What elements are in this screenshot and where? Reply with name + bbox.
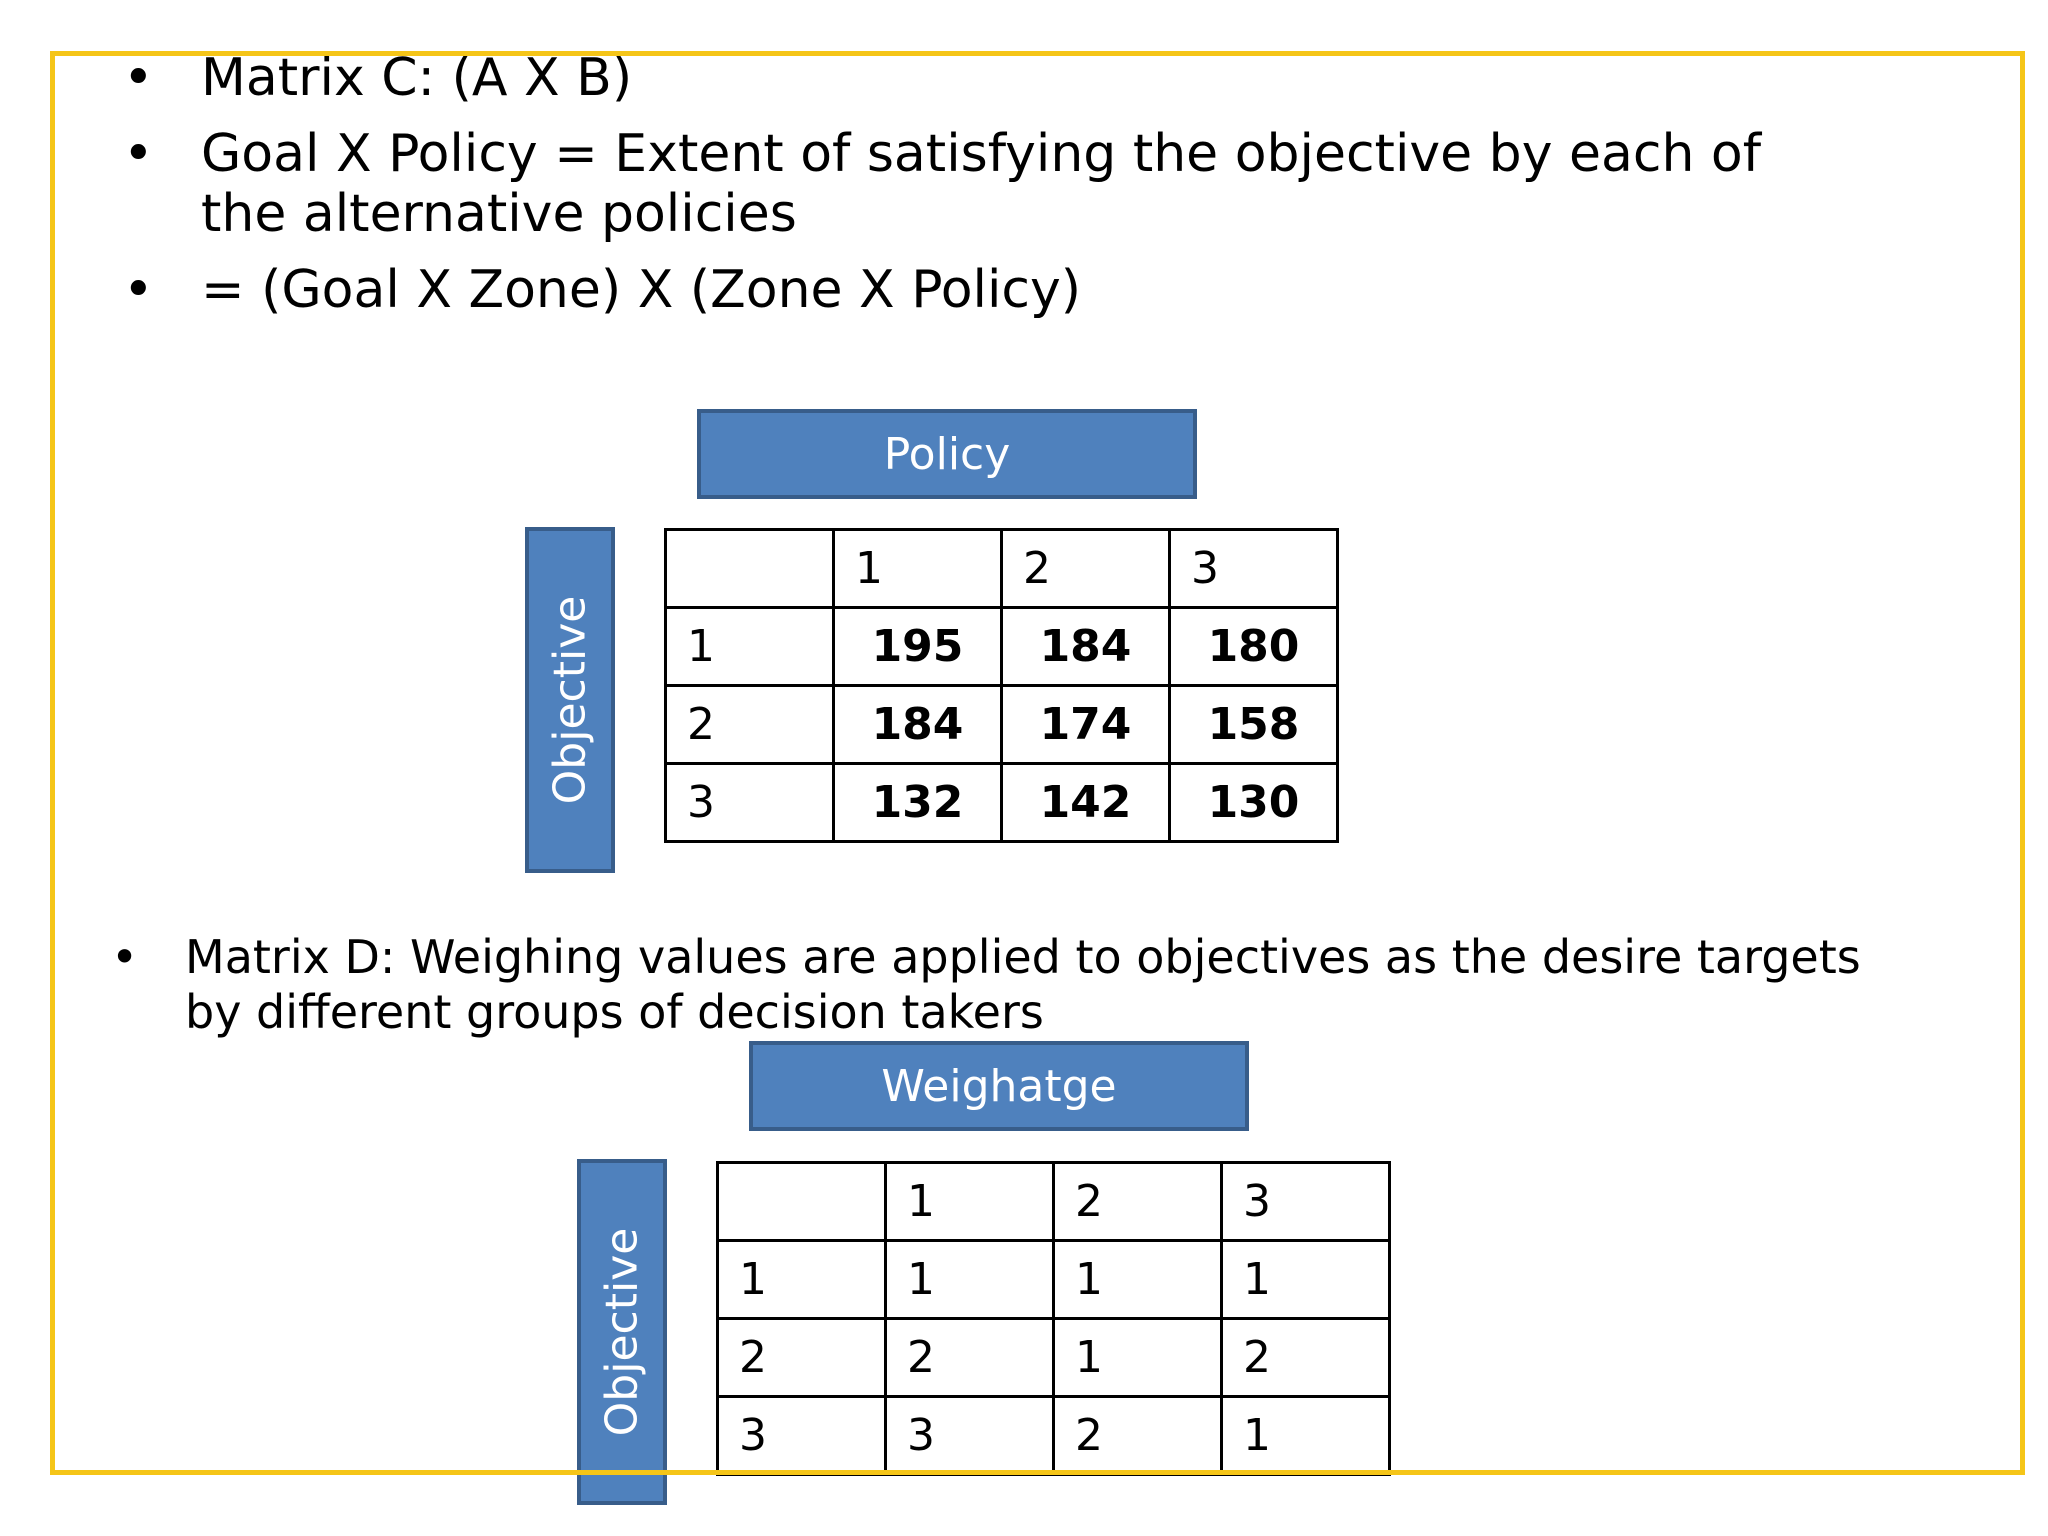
policy-header (697, 409, 1197, 499)
bullet-goal-policy: • Goal X Policy = Extent of satisfying the objective by each of the alternative policies (115, 124, 1815, 244)
row-header-cell: 1 (666, 608, 834, 686)
table-cell: 1 (886, 1241, 1054, 1319)
table-cell: 1 (1222, 1241, 1390, 1319)
table-cell: 1 (1222, 1397, 1390, 1475)
table-row (718, 1319, 1390, 1397)
col-header-cell: 1 (834, 530, 1002, 608)
table-cell: 2 (886, 1319, 1054, 1397)
col-header-cell: 2 (1054, 1163, 1222, 1241)
col-header-cell: 2 (1002, 530, 1170, 608)
table-cell: 132 (834, 764, 1002, 842)
table-row (666, 764, 1338, 842)
row-header-cell: 3 (666, 764, 834, 842)
matrix-c-table (664, 528, 1339, 843)
objective-label-c (525, 527, 615, 873)
col-header-cell: 3 (1170, 530, 1338, 608)
table-cell: 174 (1002, 686, 1170, 764)
objective-label-d (577, 1159, 667, 1505)
table-cell: 2 (1054, 1397, 1222, 1475)
table-cell: 158 (1170, 686, 1338, 764)
objective-label-d-text: Objective (596, 1227, 648, 1437)
table-corner-cell (666, 530, 834, 608)
bullet-matrix-c: • Matrix C: (A X B) (115, 48, 1815, 108)
objective-label-c-text: Objective (544, 595, 596, 805)
table-row (718, 1163, 1390, 1241)
row-header-cell: 2 (718, 1319, 886, 1397)
table-row (718, 1397, 1390, 1475)
table-cell: 1 (1054, 1241, 1222, 1319)
col-header-cell: 1 (886, 1163, 1054, 1241)
table-row (666, 608, 1338, 686)
table-row (666, 686, 1338, 764)
bullet-list-bottom (103, 930, 1903, 1040)
table-cell: 3 (886, 1397, 1054, 1475)
table-cell: 130 (1170, 764, 1338, 842)
table-cell: 180 (1170, 608, 1338, 686)
weightage-header-label: Weighatge (881, 1060, 1117, 1112)
table-cell: 142 (1002, 764, 1170, 842)
table-cell: 184 (1002, 608, 1170, 686)
weightage-header (749, 1041, 1249, 1131)
policy-header-label: Policy (883, 428, 1011, 480)
col-header-cell: 3 (1222, 1163, 1390, 1241)
bullet-formula: • = (Goal X Zone) X (Zone X Policy) (115, 260, 1815, 320)
row-header-cell: 2 (666, 686, 834, 764)
bullet-list-top (115, 48, 1815, 320)
table-cell: 184 (834, 686, 1002, 764)
bullet-matrix-d: • Matrix D: Weighing values are applied to objectives as the desire targets by different groups of decision takers (103, 930, 1903, 1040)
row-header-cell: 3 (718, 1397, 886, 1475)
row-header-cell: 1 (718, 1241, 886, 1319)
table-row (666, 530, 1338, 608)
table-cell: 2 (1222, 1319, 1390, 1397)
table-row (718, 1241, 1390, 1319)
table-cell: 1 (1054, 1319, 1222, 1397)
matrix-d-table (716, 1161, 1391, 1476)
table-corner-cell (718, 1163, 886, 1241)
table-cell: 195 (834, 608, 1002, 686)
